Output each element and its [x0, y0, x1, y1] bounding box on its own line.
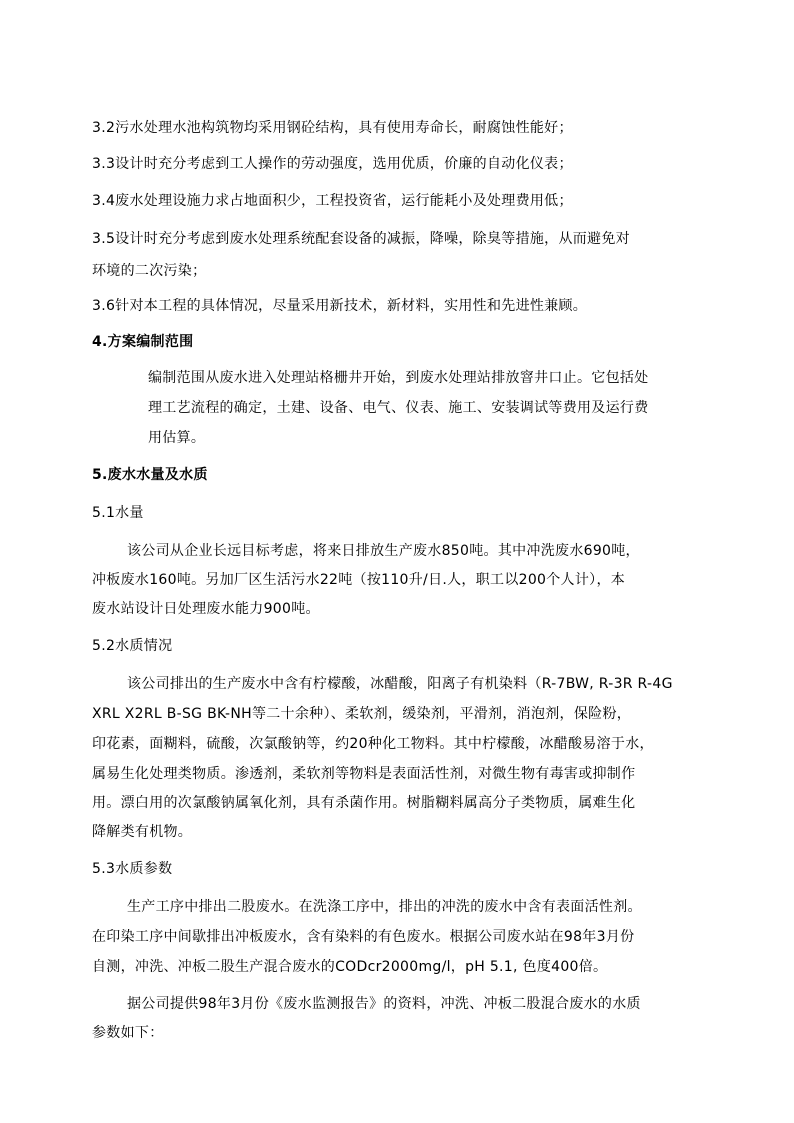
params-line1: 生产工序中排出二股废水。在洗涤工序中，排出的冲洗的废水中含有表面活性剂。 [127, 899, 642, 915]
clause-3-6: 3.6针对本工程的具体情况，尽量采用新技术，新材料，实用性和先进性兼顾。 [92, 298, 588, 314]
quality-line1: 该公司排出的生产废水中含有柠檬酸，冰醋酸，阳离子有机染料（R-7BW, R-3R R-4G [127, 676, 673, 692]
quality-line5: 用。漂白用的次氯酸钠属氧化剂，具有杀菌作用。树脂糊料属高分子类物质，属难生化 [92, 795, 636, 811]
scope-line1: 编制范围从废水进入处理站格栅井开始，到废水处理站排放窨井口止。它包括处 [148, 370, 649, 386]
section-5-2-heading: 5.2水质情况 [92, 638, 173, 654]
scope-line3: 用估算。 [148, 430, 206, 446]
clause-3-4: 3.4废水处理设施力求占地面积少，工程投资省，运行能耗小及处理费用低； [92, 193, 573, 209]
quality-line6: 降解类有机物。 [92, 824, 193, 840]
section-5-heading: 5.废水水量及水质 [92, 467, 208, 483]
clause-3-5-line1: 3.5设计时充分考虑到废水处理系统配套设备的减振，降噪，除臭等措施，从而避免对 [92, 231, 630, 247]
volume-line2: 冲板废水160吨。另加厂区生活污水22吨（按110升/日.人，职工以200个人计），本 [92, 572, 626, 588]
section-5-3-heading: 5.3水质参数 [92, 861, 173, 877]
quality-line3: 印花素，面糊料，硫酸，次氯酸钠等，约20种化工物料。其中柠檬酸，冰醋酸易溶于水， [92, 736, 654, 752]
quality-line4: 属易生化处理类物质。渗透剂，柔软剂等物料是表面活性剂，对微生物有毒害或抑制作 [92, 766, 636, 782]
section-5-1-heading: 5.1水量 [92, 505, 144, 521]
params-line3: 自测，冲洗、冲板二股生产混合废水的CODcr2000mg/l，pH 5.1, 色度400倍。 [92, 959, 608, 975]
section-4-heading: 4.方案编制范围 [92, 334, 194, 350]
clause-3-5-line2: 环境的二次污染； [92, 263, 207, 279]
params-line5: 参数如下： [92, 1025, 164, 1041]
volume-line3: 废水站设计日处理废水能力900吨。 [92, 601, 320, 617]
volume-line1: 该公司从企业长远目标考虑，将来日排放生产废水850吨。其中冲洗废水690吨， [127, 543, 640, 559]
clause-3-3: 3.3设计时充分考虑到工人操作的劳动强度，选用优质，价廉的自动化仪表； [92, 156, 573, 172]
clause-3-2: 3.2污水处理水池构筑物均采用钢砼结构，具有使用寿命长，耐腐蚀性能好； [92, 120, 573, 136]
params-line4: 据公司提供98年3月份《废水监测报告》的资料，冲洗、冲板二股混合废水的水质 [127, 996, 641, 1012]
params-line2: 在印染工序中间歇排出冲板废水，含有染料的有色废水。根据公司废水站在98年3月份 [92, 929, 635, 945]
scope-line2: 理工艺流程的确定，土建、设备、电气、仪表、施工、安装调试等费用及运行费 [148, 400, 649, 416]
quality-line2: XRL X2RL B-SG BK-NH等二十余种）、柔软剂，缓染剂，平滑剂，消泡剂，保险粉， [92, 706, 632, 722]
